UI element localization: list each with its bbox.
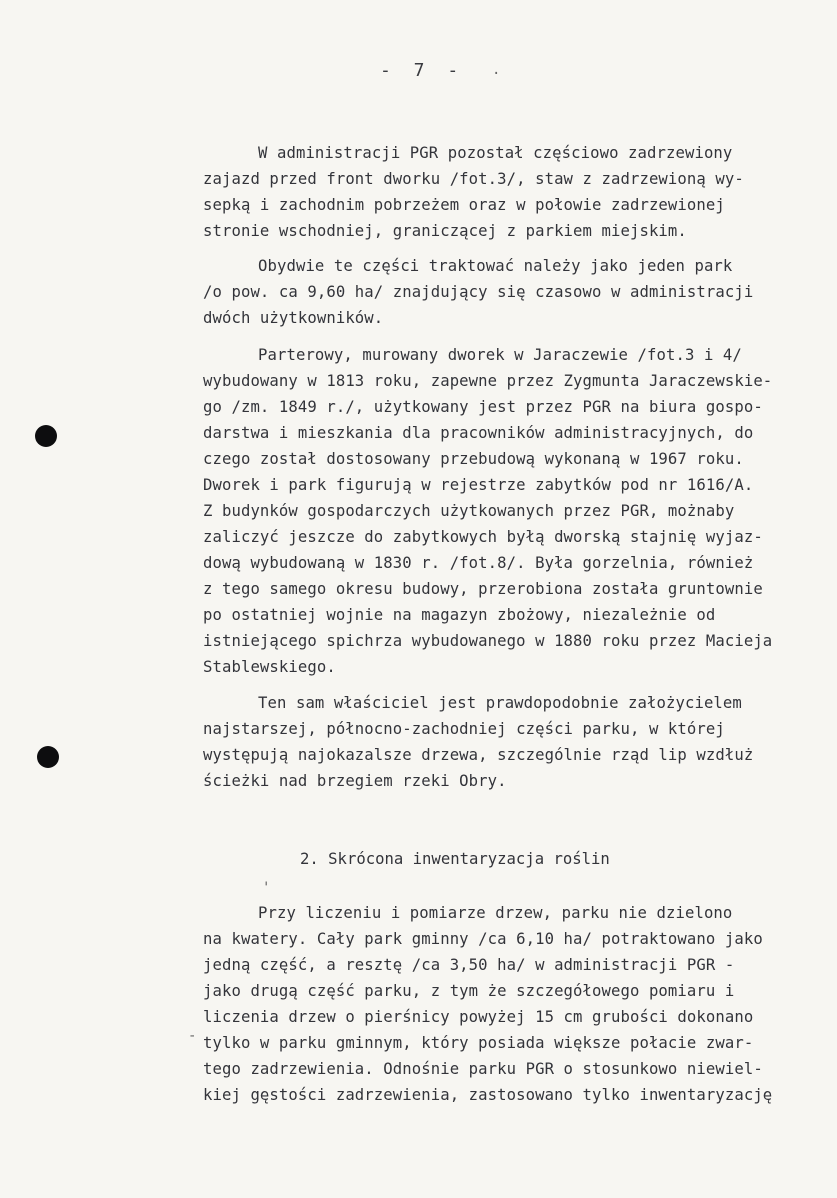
section-paragraph-line-4: jako drugą część parku, z tym że szczegółowego pomiaru i [203, 982, 735, 1000]
paragraph-1-line-1: W administracji PGR pozostał częściowo zadrzewiony [258, 144, 733, 162]
paragraph-2-line-3: dwóch użytkowników. [203, 309, 384, 327]
paragraph-3-line-8: zaliczyć jeszcze do zabytkowych byłą dworską stajnię wyjaz- [203, 528, 763, 546]
punch-hole-top [35, 425, 57, 447]
paragraph-3-line-7: Z budynków gospodarczych użytkowanych przez PGR, możnaby [203, 502, 735, 520]
paragraph-3-line-13: Stablewskiego. [203, 658, 336, 676]
punch-hole-bottom [37, 746, 59, 768]
paragraph-3-line-2: wybudowany w 1813 roku, zapewne przez Zygmunta Jaraczewskie- [203, 372, 773, 390]
stray-dot: . [492, 62, 501, 78]
section-paragraph-line-3: jedną część, a resztę /ca 3,50 ha/ w administracji PGR - [203, 956, 735, 974]
paragraph-1-line-3: sepką i zachodnim pobrzeżem oraz w połowie zadrzewionej [203, 196, 725, 214]
paragraph-3-line-10: z tego samego okresu budowy, przerobiona została gruntownie [203, 580, 763, 598]
section-paragraph-line-1: Przy liczeniu i pomiarze drzew, parku nie dzielono [258, 904, 733, 922]
paragraph-3-line-9: dową wybudowaną w 1830 r. /fot.8/. Była gorzelnia, również [203, 554, 754, 572]
paragraph-2-line-2: /o pow. ca 9,60 ha/ znajdujący się czasowo w administracji [203, 283, 754, 301]
paragraph-1-line-2: zajazd przed front dworku /fot.3/, staw z zadrzewioną wy- [203, 170, 744, 188]
section-paragraph-line-2: na kwatery. Cały park gminny /ca 6,10 ha/ potraktowano jako [203, 930, 763, 948]
section-paragraph-line-5: liczenia drzew o pierśnicy powyżej 15 cm grubości dokonano [203, 1008, 754, 1026]
paragraph-2-line-1: Obydwie te części traktować należy jako jeden park [258, 257, 733, 275]
paragraph-1-line-4: stronie wschodniej, graniczącej z parkiem miejskim. [203, 222, 687, 240]
paragraph-3-line-12: istniejącego spichrza wybudowanego w 1880 roku przez Macieja [203, 632, 773, 650]
section-heading: 2. Skrócona inwentaryzacja roślin [300, 850, 610, 868]
paragraph-4-line-3: występują najokazalsze drzewa, szczególnie rząd lip wzdłuż [203, 746, 754, 764]
paragraph-3-line-5: czego został dostosowany przebudową wykonaną w 1967 roku. [203, 450, 744, 468]
paragraph-3-line-1: Parterowy, murowany dworek w Jaraczewie /fot.3 i 4/ [258, 346, 742, 364]
stray-dash: - [188, 1028, 197, 1044]
paragraph-3-line-3: go /zm. 1849 r./, użytkowany jest przez PGR na biura gospo- [203, 398, 763, 416]
page-number: - 7 - [380, 60, 465, 81]
paragraph-4-line-4: ścieżki nad brzegiem rzeki Obry. [203, 772, 507, 790]
paragraph-3-line-11: po ostatniej wojnie na magazyn zbożowy, niezależnie od [203, 606, 716, 624]
paragraph-4-line-2: najstarszej, północno-zachodniej części parku, w której [203, 720, 725, 738]
section-paragraph-line-6: tylko w parku gminnym, który posiada większe połacie zwar- [203, 1034, 754, 1052]
section-paragraph-line-8: kiej gęstości zadrzewienia, zastosowano tylko inwentaryzację [203, 1086, 773, 1104]
paragraph-3-line-4: darstwa i mieszkania dla pracowników administracyjnych, do [203, 424, 754, 442]
paragraph-4-line-1: Ten sam właściciel jest prawdopodobnie założycielem [258, 694, 742, 712]
paragraph-3-line-6: Dworek i park figurują w rejestrze zabytków pod nr 1616/A. [203, 476, 754, 494]
section-paragraph-line-7: tego zadrzewienia. Odnośnie parku PGR o stosunkowo niewiel- [203, 1060, 763, 1078]
stray-mark: ' [262, 880, 271, 896]
